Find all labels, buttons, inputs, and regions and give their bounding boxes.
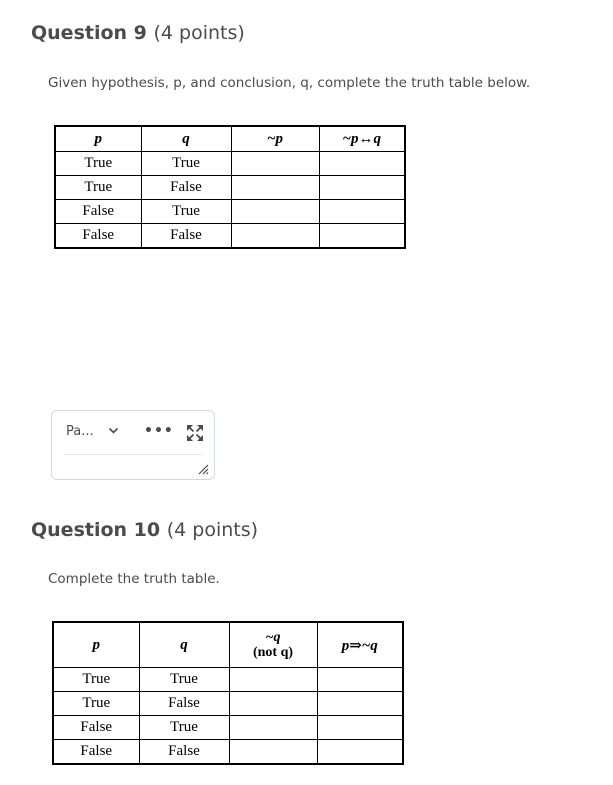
cell-p: True [53,692,139,716]
cell-p-implies-not-q [317,692,403,716]
cell-not-q [229,716,317,740]
cell-p: True [55,176,141,200]
cell-q: True [141,152,231,176]
cell-not-p [231,224,319,249]
table-header-row [55,126,405,152]
cell-p-implies-not-q [317,740,403,765]
cell-q: False [139,740,229,765]
cell-q: True [141,200,231,224]
header-not-p-iff-q: ~p↔q [319,126,405,152]
header-not-q [229,622,317,668]
cell-not-q [229,740,317,765]
table-row [53,716,403,740]
table-row [55,152,405,176]
paragraph-format-dropdown[interactable]: Pa... [66,424,94,439]
question-10-title [31,519,258,541]
cell-q: False [141,224,231,249]
header-q: q [141,126,231,152]
cell-q: False [139,692,229,716]
cell-not-p [231,200,319,224]
question-10-prompt: Complete the truth table. [48,571,220,587]
cell-q: True [139,668,229,692]
header-not-p: ~p [231,126,319,152]
cell-q: True [139,716,229,740]
table-row [55,224,405,249]
table-row [55,176,405,200]
cell-not-p-iff-q [319,224,405,249]
answer-editor[interactable] [51,410,215,480]
cell-p: False [55,224,141,249]
cell-not-q [229,668,317,692]
header-not-q-words: (not q) [252,645,294,660]
cell-p-implies-not-q [317,668,403,692]
expand-icon[interactable] [186,424,204,442]
table-header-row [53,622,403,668]
question-9-label: Question 9 [31,22,147,44]
table-row [55,200,405,224]
editor-divider [64,454,202,455]
header-q: q [139,622,229,668]
cell-not-p-iff-q [319,200,405,224]
table-row [53,740,403,765]
header-p: p [53,622,139,668]
cell-p: False [55,200,141,224]
header-p: p [55,126,141,152]
cell-not-p [231,176,319,200]
cell-p: True [55,152,141,176]
cell-not-q [229,692,317,716]
cell-p-implies-not-q [317,716,403,740]
cell-not-p [231,152,319,176]
cell-p: False [53,716,139,740]
question-9-title [31,22,245,44]
more-options-icon[interactable]: ••• [144,423,174,439]
resize-handle-icon[interactable] [197,463,209,475]
cell-p: False [53,740,139,765]
question-10-label: Question 10 [31,519,161,541]
chevron-down-icon[interactable] [108,427,119,435]
cell-not-p-iff-q [319,176,405,200]
cell-not-p-iff-q [319,152,405,176]
cell-p: True [53,668,139,692]
cell-q: False [141,176,231,200]
table-row [53,668,403,692]
question-9-points: (4 points) [153,22,245,44]
question-10-truth-table [52,621,404,765]
question-9-prompt: Given hypothesis, p, and conclusion, q, complete the truth table below. [48,75,531,91]
question-10-points: (4 points) [166,519,259,541]
header-not-q-symbol: ~q [265,630,281,645]
table-row [53,692,403,716]
question-9-truth-table [54,125,406,249]
header-p-implies-not-q: p⇒~q [317,622,403,668]
